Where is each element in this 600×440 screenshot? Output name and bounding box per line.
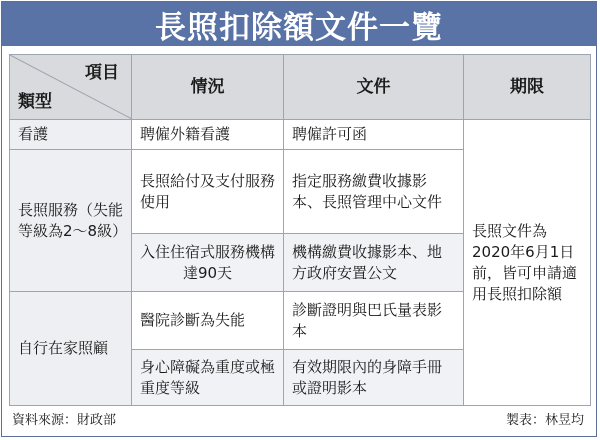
page-title: 長照扣除額文件一覽 (155, 9, 443, 46)
situation-home-2: 身心障礙為重度或極重度等級 (132, 350, 284, 406)
situation-ltc-1: 長照給付及支付服務使用 (132, 150, 284, 234)
category-ltc-service: 長照服務（失能等級為2～8級） (10, 150, 132, 292)
header-situation: 情況 (132, 55, 284, 120)
header-row (10, 55, 591, 120)
document-home-1: 診斷證明與巴氏量表影本 (284, 292, 464, 350)
document-home-2: 有效期限內的身障手冊或證明影本 (284, 350, 464, 406)
document-table (9, 54, 591, 406)
table-row (10, 120, 591, 150)
header-item-label: 項目 (85, 63, 119, 83)
credit-note: 製表：林昱均 (505, 413, 584, 428)
header-documents: 文件 (284, 55, 464, 120)
header-type-label: 類型 (18, 92, 52, 112)
document-care: 聘僱許可函 (284, 120, 464, 150)
document-ltc-2: 機構繳費收據影本、地方政府安置公文 (284, 234, 464, 292)
title-bar (2, 2, 596, 46)
document-ltc-1: 指定服務繳費收據影本、長照管理中心文件 (284, 150, 464, 234)
situation-home-1: 醫院診斷為失能 (132, 292, 284, 350)
category-care: 看護 (10, 120, 132, 150)
source-note: 資料來源：財政部 (12, 413, 117, 428)
situation-care: 聘僱外籍看護 (132, 120, 284, 150)
infographic-frame (1, 1, 597, 437)
category-home-care: 自行在家照顧 (10, 292, 132, 406)
header-corner-cell (10, 55, 132, 120)
header-deadline: 期限 (464, 55, 591, 120)
deadline-cell: 長照文件為2020年6月1日前，皆可申請適用長照扣除額 (464, 120, 591, 406)
situation-ltc-2: 入住住宿式服務機構達90天 (132, 234, 284, 292)
footer (12, 409, 584, 428)
